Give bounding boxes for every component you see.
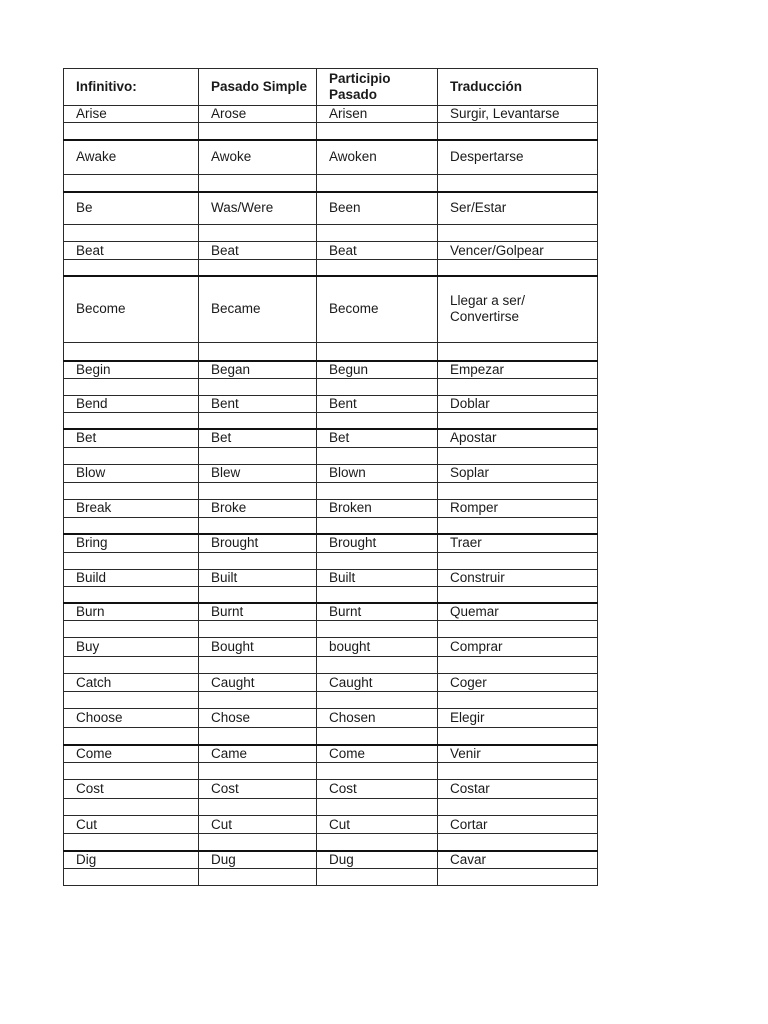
- spacer-cell: [64, 621, 199, 638]
- table-row: [64, 499, 598, 517]
- spacer-cell: [199, 869, 317, 886]
- table-row: [64, 638, 598, 657]
- cell-pasado: Caught: [199, 674, 317, 692]
- spacer-cell: [64, 869, 199, 886]
- cell-traduccion: Apostar: [438, 429, 598, 447]
- cell-traduccion: Soplar: [438, 464, 598, 482]
- cell-pasado: Awoke: [199, 140, 317, 175]
- spacer-cell: [199, 834, 317, 851]
- spacer-cell: [317, 552, 438, 569]
- cell-traduccion: Venir: [438, 745, 598, 763]
- spacer-row: [64, 225, 598, 242]
- cell-pasado: Chose: [199, 709, 317, 728]
- spacer-cell: [64, 657, 199, 674]
- cell-infinitivo: Cost: [64, 780, 199, 799]
- cell-participio: Awoken: [317, 140, 438, 175]
- spacer-cell: [317, 378, 438, 395]
- spacer-row: [64, 412, 598, 429]
- spacer-cell: [199, 482, 317, 499]
- cell-infinitivo: Beat: [64, 242, 199, 260]
- spacer-cell: [199, 586, 317, 603]
- cell-infinitivo: Burn: [64, 603, 199, 621]
- spacer-cell: [438, 692, 598, 709]
- spacer-cell: [438, 799, 598, 816]
- spacer-cell: [199, 447, 317, 464]
- cell-pasado: Blew: [199, 464, 317, 482]
- cell-infinitivo: Break: [64, 499, 199, 517]
- table-row: [64, 780, 598, 799]
- table-row: [64, 851, 598, 869]
- cell-traduccion: Ser/Estar: [438, 192, 598, 225]
- spacer-cell: [199, 517, 317, 534]
- spacer-cell: [317, 225, 438, 242]
- cell-participio: Dug: [317, 851, 438, 869]
- spacer-cell: [199, 123, 317, 140]
- header-infinitivo: Infinitivo:: [64, 69, 199, 106]
- cell-pasado: Was/Were: [199, 192, 317, 225]
- cell-infinitivo: Come: [64, 745, 199, 763]
- cell-traduccion: Cortar: [438, 816, 598, 834]
- spacer-cell: [64, 378, 199, 395]
- table-row: [64, 603, 598, 621]
- cell-pasado: Bent: [199, 395, 317, 412]
- cell-infinitivo: Dig: [64, 851, 199, 869]
- spacer-cell: [317, 657, 438, 674]
- spacer-row: [64, 260, 598, 276]
- cell-infinitivo: Arise: [64, 106, 199, 123]
- spacer-cell: [317, 123, 438, 140]
- spacer-cell: [438, 621, 598, 638]
- spacer-cell: [317, 692, 438, 709]
- spacer-row: [64, 482, 598, 499]
- spacer-cell: [199, 378, 317, 395]
- cell-participio: Arisen: [317, 106, 438, 123]
- spacer-cell: [64, 343, 199, 361]
- spacer-cell: [199, 343, 317, 361]
- cell-participio: Cut: [317, 816, 438, 834]
- cell-traduccion: Costar: [438, 780, 598, 799]
- spacer-cell: [438, 175, 598, 192]
- cell-participio: Built: [317, 569, 438, 586]
- spacer-cell: [317, 175, 438, 192]
- spacer-cell: [317, 834, 438, 851]
- spacer-cell: [317, 586, 438, 603]
- spacer-cell: [438, 343, 598, 361]
- table-row: [64, 674, 598, 692]
- spacer-cell: [438, 728, 598, 745]
- spacer-cell: [64, 799, 199, 816]
- spacer-row: [64, 343, 598, 361]
- cell-infinitivo: Awake: [64, 140, 199, 175]
- spacer-cell: [317, 482, 438, 499]
- spacer-cell: [199, 260, 317, 276]
- cell-infinitivo: Choose: [64, 709, 199, 728]
- spacer-cell: [438, 763, 598, 780]
- cell-traduccion: Coger: [438, 674, 598, 692]
- spacer-cell: [317, 447, 438, 464]
- cell-participio: Beat: [317, 242, 438, 260]
- spacer-cell: [199, 799, 317, 816]
- cell-pasado: Came: [199, 745, 317, 763]
- spacer-cell: [199, 657, 317, 674]
- cell-pasado: Bet: [199, 429, 317, 447]
- cell-participio: Caught: [317, 674, 438, 692]
- cell-infinitivo: Buy: [64, 638, 199, 657]
- header-row: [64, 69, 598, 106]
- table-row: [64, 464, 598, 482]
- cell-infinitivo: Become: [64, 276, 199, 343]
- cell-pasado: Built: [199, 569, 317, 586]
- cell-pasado: Broke: [199, 499, 317, 517]
- cell-participio: bought: [317, 638, 438, 657]
- spacer-cell: [64, 517, 199, 534]
- spacer-cell: [64, 260, 199, 276]
- cell-traduccion: Elegir: [438, 709, 598, 728]
- header-traduccion: Traducción: [438, 69, 598, 106]
- spacer-cell: [199, 412, 317, 429]
- spacer-cell: [438, 225, 598, 242]
- spacer-cell: [199, 728, 317, 745]
- spacer-cell: [438, 482, 598, 499]
- spacer-cell: [317, 869, 438, 886]
- spacer-cell: [438, 517, 598, 534]
- table-row: [64, 242, 598, 260]
- cell-participio: Cost: [317, 780, 438, 799]
- table-row: [64, 569, 598, 586]
- cell-infinitivo: Begin: [64, 361, 199, 379]
- spacer-row: [64, 586, 598, 603]
- cell-infinitivo: Bring: [64, 534, 199, 552]
- cell-traduccion: Traer: [438, 534, 598, 552]
- spacer-cell: [438, 657, 598, 674]
- cell-pasado: Arose: [199, 106, 317, 123]
- spacer-cell: [438, 586, 598, 603]
- spacer-cell: [317, 412, 438, 429]
- spacer-cell: [64, 834, 199, 851]
- table-row: [64, 745, 598, 763]
- spacer-row: [64, 728, 598, 745]
- cell-traduccion: Romper: [438, 499, 598, 517]
- spacer-row: [64, 123, 598, 140]
- table-row: [64, 395, 598, 412]
- spacer-cell: [64, 552, 199, 569]
- cell-traduccion: Llegar a ser/ Convertirse: [438, 276, 598, 343]
- spacer-row: [64, 552, 598, 569]
- spacer-row: [64, 621, 598, 638]
- cell-pasado: Burnt: [199, 603, 317, 621]
- spacer-cell: [64, 123, 199, 140]
- cell-infinitivo: Catch: [64, 674, 199, 692]
- cell-traduccion: Quemar: [438, 603, 598, 621]
- cell-participio: Brought: [317, 534, 438, 552]
- cell-participio: Burnt: [317, 603, 438, 621]
- cell-participio: Become: [317, 276, 438, 343]
- spacer-cell: [438, 260, 598, 276]
- cell-pasado: Cut: [199, 816, 317, 834]
- cell-participio: Broken: [317, 499, 438, 517]
- cell-pasado: Beat: [199, 242, 317, 260]
- spacer-cell: [199, 175, 317, 192]
- table-row: [64, 816, 598, 834]
- cell-pasado: Bought: [199, 638, 317, 657]
- spacer-cell: [438, 552, 598, 569]
- spacer-cell: [317, 260, 438, 276]
- cell-infinitivo: Build: [64, 569, 199, 586]
- spacer-cell: [317, 517, 438, 534]
- spacer-cell: [199, 225, 317, 242]
- spacer-cell: [64, 763, 199, 780]
- spacer-cell: [64, 175, 199, 192]
- spacer-cell: [438, 447, 598, 464]
- spacer-cell: [64, 412, 199, 429]
- cell-pasado: Dug: [199, 851, 317, 869]
- spacer-row: [64, 175, 598, 192]
- cell-traduccion: Cavar: [438, 851, 598, 869]
- table-row: [64, 361, 598, 379]
- spacer-cell: [64, 482, 199, 499]
- table-row: [64, 106, 598, 123]
- spacer-row: [64, 869, 598, 886]
- spacer-cell: [438, 378, 598, 395]
- spacer-row: [64, 517, 598, 534]
- spacer-cell: [438, 412, 598, 429]
- cell-pasado: Became: [199, 276, 317, 343]
- cell-participio: Bet: [317, 429, 438, 447]
- table-row: [64, 534, 598, 552]
- table-row: [64, 709, 598, 728]
- cell-infinitivo: Bend: [64, 395, 199, 412]
- spacer-cell: [317, 343, 438, 361]
- spacer-row: [64, 447, 598, 464]
- cell-infinitivo: Be: [64, 192, 199, 225]
- cell-participio: Begun: [317, 361, 438, 379]
- cell-participio: Been: [317, 192, 438, 225]
- spacer-row: [64, 799, 598, 816]
- cell-pasado: Began: [199, 361, 317, 379]
- table-row: [64, 192, 598, 225]
- table-row: [64, 429, 598, 447]
- verb-table-body: [64, 69, 598, 886]
- header-participio-pasado: Participio Pasado: [317, 69, 438, 106]
- spacer-cell: [199, 621, 317, 638]
- spacer-cell: [199, 692, 317, 709]
- spacer-cell: [317, 763, 438, 780]
- spacer-cell: [438, 869, 598, 886]
- cell-traduccion: Comprar: [438, 638, 598, 657]
- cell-traduccion: Doblar: [438, 395, 598, 412]
- irregular-verbs-table: [63, 68, 598, 886]
- cell-infinitivo: Cut: [64, 816, 199, 834]
- cell-participio: Come: [317, 745, 438, 763]
- cell-pasado: Cost: [199, 780, 317, 799]
- header-pasado-simple: Pasado Simple: [199, 69, 317, 106]
- spacer-row: [64, 692, 598, 709]
- spacer-row: [64, 834, 598, 851]
- spacer-cell: [317, 799, 438, 816]
- spacer-row: [64, 763, 598, 780]
- cell-infinitivo: Bet: [64, 429, 199, 447]
- cell-participio: Blown: [317, 464, 438, 482]
- spacer-cell: [199, 763, 317, 780]
- cell-traduccion: Vencer/Golpear: [438, 242, 598, 260]
- spacer-cell: [438, 123, 598, 140]
- cell-traduccion: Despertarse: [438, 140, 598, 175]
- table-row: [64, 140, 598, 175]
- spacer-cell: [64, 586, 199, 603]
- cell-traduccion: Surgir, Levantarse: [438, 106, 598, 123]
- cell-traduccion: Empezar: [438, 361, 598, 379]
- spacer-cell: [199, 552, 317, 569]
- cell-participio: Bent: [317, 395, 438, 412]
- cell-participio: Chosen: [317, 709, 438, 728]
- spacer-cell: [64, 728, 199, 745]
- spacer-cell: [64, 225, 199, 242]
- spacer-cell: [317, 621, 438, 638]
- cell-pasado: Brought: [199, 534, 317, 552]
- spacer-cell: [438, 834, 598, 851]
- cell-infinitivo: Blow: [64, 464, 199, 482]
- spacer-cell: [64, 447, 199, 464]
- spacer-row: [64, 378, 598, 395]
- spacer-cell: [317, 728, 438, 745]
- spacer-row: [64, 657, 598, 674]
- table-row: [64, 276, 598, 343]
- spacer-cell: [64, 692, 199, 709]
- cell-traduccion: Construir: [438, 569, 598, 586]
